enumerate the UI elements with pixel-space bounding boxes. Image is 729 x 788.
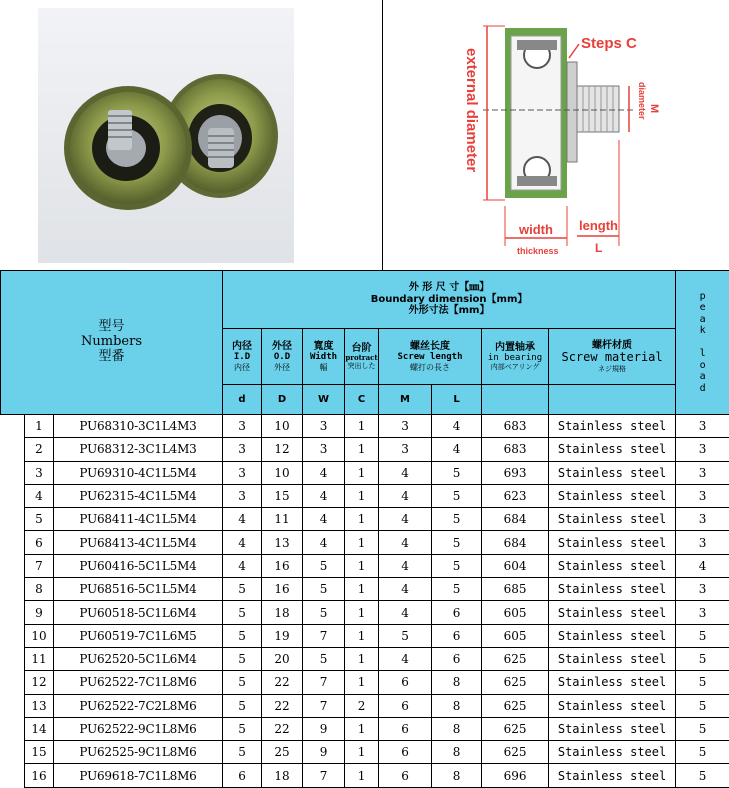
col-header-material (549, 329, 676, 385)
model-header-en: Numbers (1, 335, 222, 350)
cell-d: 3 (223, 484, 262, 507)
model-header-zh: 型号 (1, 320, 222, 335)
cell-C: 1 (345, 741, 379, 764)
col-zh: 螺丝长度 (379, 341, 481, 353)
product-photo (38, 8, 294, 263)
cell-D: 12 (262, 438, 303, 461)
cell-no: 7 (25, 554, 54, 577)
cell-D: 10 (262, 461, 303, 484)
cell-D: 25 (262, 741, 303, 764)
cell-model: PU69310-4C1L5M4 (54, 461, 223, 484)
peak-letter: o (676, 360, 729, 372)
col-zh: 螺杆材质 (549, 340, 675, 352)
cell-no: 11 (25, 647, 54, 670)
cell-L: 6 (432, 647, 482, 670)
cell-W: 7 (303, 671, 345, 694)
col-header-protract (345, 329, 379, 385)
dimension-table (0, 270, 729, 788)
cell-material: Stainless steel (549, 601, 676, 624)
cell-bearing: 625 (482, 694, 549, 717)
cell-M: 3 (379, 415, 432, 438)
cell-no: 9 (25, 601, 54, 624)
length-label: length (579, 218, 618, 233)
peak-letter: d (676, 383, 729, 395)
cell-model: PU68411-4C1L5M4 (54, 508, 223, 531)
cell-model: PU62520-5C1L6M4 (54, 647, 223, 670)
sym-C: C (345, 385, 379, 415)
cell-L: 5 (432, 531, 482, 554)
cell-D: 22 (262, 717, 303, 740)
col-jp: 突出した (345, 362, 378, 370)
sym-bearing (482, 385, 549, 415)
l-label: L (595, 241, 602, 255)
cell-M: 4 (379, 508, 432, 531)
cell-L: 4 (432, 438, 482, 461)
table-row (1, 601, 729, 624)
cell-D: 19 (262, 624, 303, 647)
cell-bearing: 696 (482, 764, 549, 787)
table-row (1, 438, 729, 461)
cell-C: 1 (345, 717, 379, 740)
cell-material: Stainless steel (549, 415, 676, 438)
table-row (1, 671, 729, 694)
row-gutter (1, 601, 25, 624)
cell-L: 8 (432, 764, 482, 787)
cell-d: 5 (223, 578, 262, 601)
cell-bearing: 683 (482, 438, 549, 461)
dims-header-en: Boundary dimension【mm】 (223, 294, 675, 306)
cell-D: 16 (262, 578, 303, 601)
cell-no: 1 (25, 415, 54, 438)
cell-material: Stainless steel (549, 694, 676, 717)
col-zh: 内置轴承 (482, 342, 548, 354)
cell-no: 16 (25, 764, 54, 787)
peak-letter: k (676, 325, 729, 337)
table-row (1, 741, 729, 764)
cell-model: PU60519-7C1L6M5 (54, 624, 223, 647)
cell-C: 1 (345, 461, 379, 484)
cell-load: 3 (676, 508, 729, 531)
cell-material: Stainless steel (549, 578, 676, 601)
table-row (1, 531, 729, 554)
col-en: I.D (223, 352, 261, 362)
peak-letter: l (676, 348, 729, 360)
cell-L: 8 (432, 741, 482, 764)
cell-W: 5 (303, 554, 345, 577)
cell-d: 4 (223, 531, 262, 554)
row-gutter (1, 508, 25, 531)
cell-model: PU69618-7C1L8M6 (54, 764, 223, 787)
cell-bearing: 625 (482, 671, 549, 694)
col-jp: 螺打の長さ (379, 363, 481, 372)
cell-no: 15 (25, 741, 54, 764)
cell-L: 8 (432, 671, 482, 694)
cell-M: 4 (379, 461, 432, 484)
cell-model: PU60518-5C1L6M4 (54, 601, 223, 624)
cell-model: PU68312-3C1L4M3 (54, 438, 223, 461)
cell-load: 3 (676, 578, 729, 601)
sym-W: W (303, 385, 345, 415)
cell-model: PU68413-4C1L5M4 (54, 531, 223, 554)
table-row (1, 647, 729, 670)
cell-bearing: 623 (482, 484, 549, 507)
boundary-dimension-header (223, 271, 676, 329)
table-row (1, 415, 729, 438)
sym-d: d (223, 385, 262, 415)
dims-header-jp: 外形寸法【mm】 (223, 305, 675, 317)
cell-model: PU62315-4C1L5M4 (54, 484, 223, 507)
col-en: Width (303, 352, 344, 362)
cell-bearing: 625 (482, 741, 549, 764)
model-header-jp: 型番 (1, 350, 222, 365)
table-row (1, 717, 729, 740)
row-gutter (1, 741, 25, 764)
row-gutter (1, 415, 25, 438)
cell-D: 11 (262, 508, 303, 531)
cell-load: 5 (676, 764, 729, 787)
cell-material: Stainless steel (549, 624, 676, 647)
cell-M: 6 (379, 694, 432, 717)
cell-C: 1 (345, 484, 379, 507)
cell-D: 18 (262, 764, 303, 787)
cell-no: 13 (25, 694, 54, 717)
cell-load: 5 (676, 647, 729, 670)
cell-material: Stainless steel (549, 671, 676, 694)
cell-bearing: 684 (482, 508, 549, 531)
sym-L: L (432, 385, 482, 415)
dimension-diagram-cell (383, 0, 729, 270)
col-zh: 外径 (262, 341, 302, 353)
table-row (1, 554, 729, 577)
cell-load: 3 (676, 438, 729, 461)
col-jp: 内部ベアリング (482, 363, 548, 371)
peak-letter: e (676, 302, 729, 314)
cell-material: Stainless steel (549, 531, 676, 554)
cell-M: 4 (379, 554, 432, 577)
cell-bearing: 685 (482, 578, 549, 601)
cell-W: 5 (303, 647, 345, 670)
cell-bearing: 693 (482, 461, 549, 484)
peak-letter: p (676, 291, 729, 303)
cell-M: 4 (379, 578, 432, 601)
cell-material: Stainless steel (549, 717, 676, 740)
cell-D: 22 (262, 694, 303, 717)
cell-no: 2 (25, 438, 54, 461)
col-header-bearing (482, 329, 549, 385)
cell-L: 4 (432, 415, 482, 438)
cell-W: 4 (303, 484, 345, 507)
cell-model: PU60416-5C1L5M4 (54, 554, 223, 577)
cell-D: 10 (262, 415, 303, 438)
thickness-label: thickness (517, 246, 559, 256)
row-gutter (1, 647, 25, 670)
cell-material: Stainless steel (549, 508, 676, 531)
cell-D: 18 (262, 601, 303, 624)
cell-C: 1 (345, 601, 379, 624)
sym-D: D (262, 385, 303, 415)
table-header (1, 271, 729, 415)
cell-L: 6 (432, 624, 482, 647)
table-row (1, 461, 729, 484)
row-gutter (1, 554, 25, 577)
cell-material: Stainless steel (549, 764, 676, 787)
cell-C: 1 (345, 415, 379, 438)
width-label: width (518, 222, 553, 237)
row-gutter (1, 578, 25, 601)
cell-d: 5 (223, 647, 262, 670)
col-zh: 寬度 (303, 341, 344, 353)
cell-no: 6 (25, 531, 54, 554)
cell-load: 5 (676, 624, 729, 647)
cell-L: 8 (432, 717, 482, 740)
cell-bearing: 684 (482, 531, 549, 554)
cell-model: PU68516-5C1L5M4 (54, 578, 223, 601)
cell-C: 1 (345, 554, 379, 577)
cell-d: 5 (223, 717, 262, 740)
model-header-cell (1, 271, 223, 415)
cell-C: 1 (345, 578, 379, 601)
cell-material: Stainless steel (549, 484, 676, 507)
cell-load: 3 (676, 415, 729, 438)
cell-M: 4 (379, 484, 432, 507)
cell-bearing: 625 (482, 647, 549, 670)
cell-W: 7 (303, 624, 345, 647)
cell-load: 3 (676, 531, 729, 554)
cell-load: 4 (676, 554, 729, 577)
cell-material: Stainless steel (549, 461, 676, 484)
cell-bearing: 604 (482, 554, 549, 577)
col-en: protract (345, 354, 378, 362)
col-zh: 内径 (223, 341, 261, 353)
col-header-width (303, 329, 345, 385)
cell-model: PU62522-9C1L8M6 (54, 717, 223, 740)
cell-M: 4 (379, 647, 432, 670)
row-gutter (1, 484, 25, 507)
table-body (1, 415, 729, 788)
row-gutter (1, 717, 25, 740)
cell-load: 5 (676, 694, 729, 717)
cell-no: 4 (25, 484, 54, 507)
cell-no: 8 (25, 578, 54, 601)
sym-material (549, 385, 676, 415)
cell-no: 14 (25, 717, 54, 740)
col-header-od (262, 329, 303, 385)
cell-W: 4 (303, 508, 345, 531)
product-photo-cell (0, 0, 383, 270)
cell-d: 3 (223, 461, 262, 484)
col-jp: 幅 (303, 363, 344, 372)
cell-d: 5 (223, 741, 262, 764)
cell-C: 1 (345, 624, 379, 647)
col-zh: 台阶 (345, 343, 378, 355)
cell-bearing: 605 (482, 601, 549, 624)
cell-L: 5 (432, 578, 482, 601)
cell-d: 5 (223, 601, 262, 624)
cell-load: 3 (676, 601, 729, 624)
cell-d: 5 (223, 694, 262, 717)
cell-M: 6 (379, 717, 432, 740)
cell-d: 3 (223, 438, 262, 461)
wheels-image (38, 8, 294, 263)
cell-load: 5 (676, 741, 729, 764)
cell-C: 1 (345, 508, 379, 531)
cell-no: 3 (25, 461, 54, 484)
cell-W: 5 (303, 578, 345, 601)
cell-material: Stainless steel (549, 554, 676, 577)
cell-L: 5 (432, 508, 482, 531)
dims-header-zh: 外 形 尺 寸【㎜】 (223, 282, 675, 294)
cell-no: 5 (25, 508, 54, 531)
table-row (1, 624, 729, 647)
external-diameter-label: external diameter (463, 48, 480, 172)
cell-C: 1 (345, 671, 379, 694)
peak-spacer (676, 337, 729, 349)
cell-material: Stainless steel (549, 438, 676, 461)
cell-D: 16 (262, 554, 303, 577)
table-row (1, 508, 729, 531)
col-en: O.D (262, 352, 302, 362)
cell-D: 22 (262, 671, 303, 694)
cell-d: 5 (223, 671, 262, 694)
cell-W: 3 (303, 415, 345, 438)
row-gutter (1, 671, 25, 694)
col-en: in bearing (482, 353, 548, 363)
col-jp: 外径 (262, 363, 302, 372)
sym-M: M (379, 385, 432, 415)
cell-W: 7 (303, 694, 345, 717)
cell-W: 4 (303, 461, 345, 484)
row-gutter (1, 461, 25, 484)
peak-load-header (676, 271, 729, 415)
cell-M: 6 (379, 764, 432, 787)
cell-L: 5 (432, 554, 482, 577)
steps-c-label: Steps C (581, 35, 637, 52)
cell-M: 3 (379, 438, 432, 461)
cell-C: 1 (345, 764, 379, 787)
cell-M: 6 (379, 741, 432, 764)
cell-C: 1 (345, 531, 379, 554)
cell-L: 5 (432, 484, 482, 507)
cell-C: 1 (345, 647, 379, 670)
cell-no: 12 (25, 671, 54, 694)
cell-model: PU68310-3C1L4M3 (54, 415, 223, 438)
row-gutter (1, 624, 25, 647)
cell-bearing: 625 (482, 717, 549, 740)
cell-W: 4 (303, 531, 345, 554)
top-area (0, 0, 729, 270)
cell-D: 13 (262, 531, 303, 554)
col-header-id (223, 329, 262, 385)
cell-d: 5 (223, 624, 262, 647)
cell-model: PU62525-9C1L8M6 (54, 741, 223, 764)
cell-material: Stainless steel (549, 741, 676, 764)
cell-L: 6 (432, 601, 482, 624)
cell-W: 9 (303, 717, 345, 740)
cell-M: 6 (379, 671, 432, 694)
col-en: Screw material (549, 351, 675, 365)
cell-bearing: 683 (482, 415, 549, 438)
cell-W: 9 (303, 741, 345, 764)
cell-C: 1 (345, 438, 379, 461)
row-gutter (1, 531, 25, 554)
diameter-label: diameter (637, 82, 647, 120)
cell-load: 5 (676, 717, 729, 740)
cell-bearing: 605 (482, 624, 549, 647)
cell-M: 5 (379, 624, 432, 647)
cell-L: 8 (432, 694, 482, 717)
col-jp: 内径 (223, 363, 261, 372)
cell-model: PU62522-7C2L8M6 (54, 694, 223, 717)
cell-material: Stainless steel (549, 647, 676, 670)
cell-load: 3 (676, 461, 729, 484)
col-en: Screw length (379, 352, 481, 362)
cell-load: 5 (676, 671, 729, 694)
cell-d: 4 (223, 508, 262, 531)
cell-model: PU62522-7C1L8M6 (54, 671, 223, 694)
cell-d: 6 (223, 764, 262, 787)
table-row (1, 484, 729, 507)
cell-d: 3 (223, 415, 262, 438)
cell-W: 5 (303, 601, 345, 624)
cell-d: 4 (223, 554, 262, 577)
row-gutter (1, 438, 25, 461)
cell-C: 2 (345, 694, 379, 717)
peak-letter: a (676, 371, 729, 383)
row-gutter (1, 694, 25, 717)
cell-D: 20 (262, 647, 303, 670)
cell-W: 7 (303, 764, 345, 787)
cell-L: 5 (432, 461, 482, 484)
m-label: M (648, 104, 660, 113)
col-jp: ネジ規格 (549, 365, 675, 373)
cell-M: 4 (379, 531, 432, 554)
cell-M: 4 (379, 601, 432, 624)
cell-D: 15 (262, 484, 303, 507)
cell-no: 10 (25, 624, 54, 647)
cell-W: 3 (303, 438, 345, 461)
dimension-diagram (383, 0, 729, 270)
col-header-screw-length (379, 329, 482, 385)
cell-load: 3 (676, 484, 729, 507)
table-row (1, 694, 729, 717)
table-row (1, 578, 729, 601)
peak-letter: a (676, 314, 729, 326)
